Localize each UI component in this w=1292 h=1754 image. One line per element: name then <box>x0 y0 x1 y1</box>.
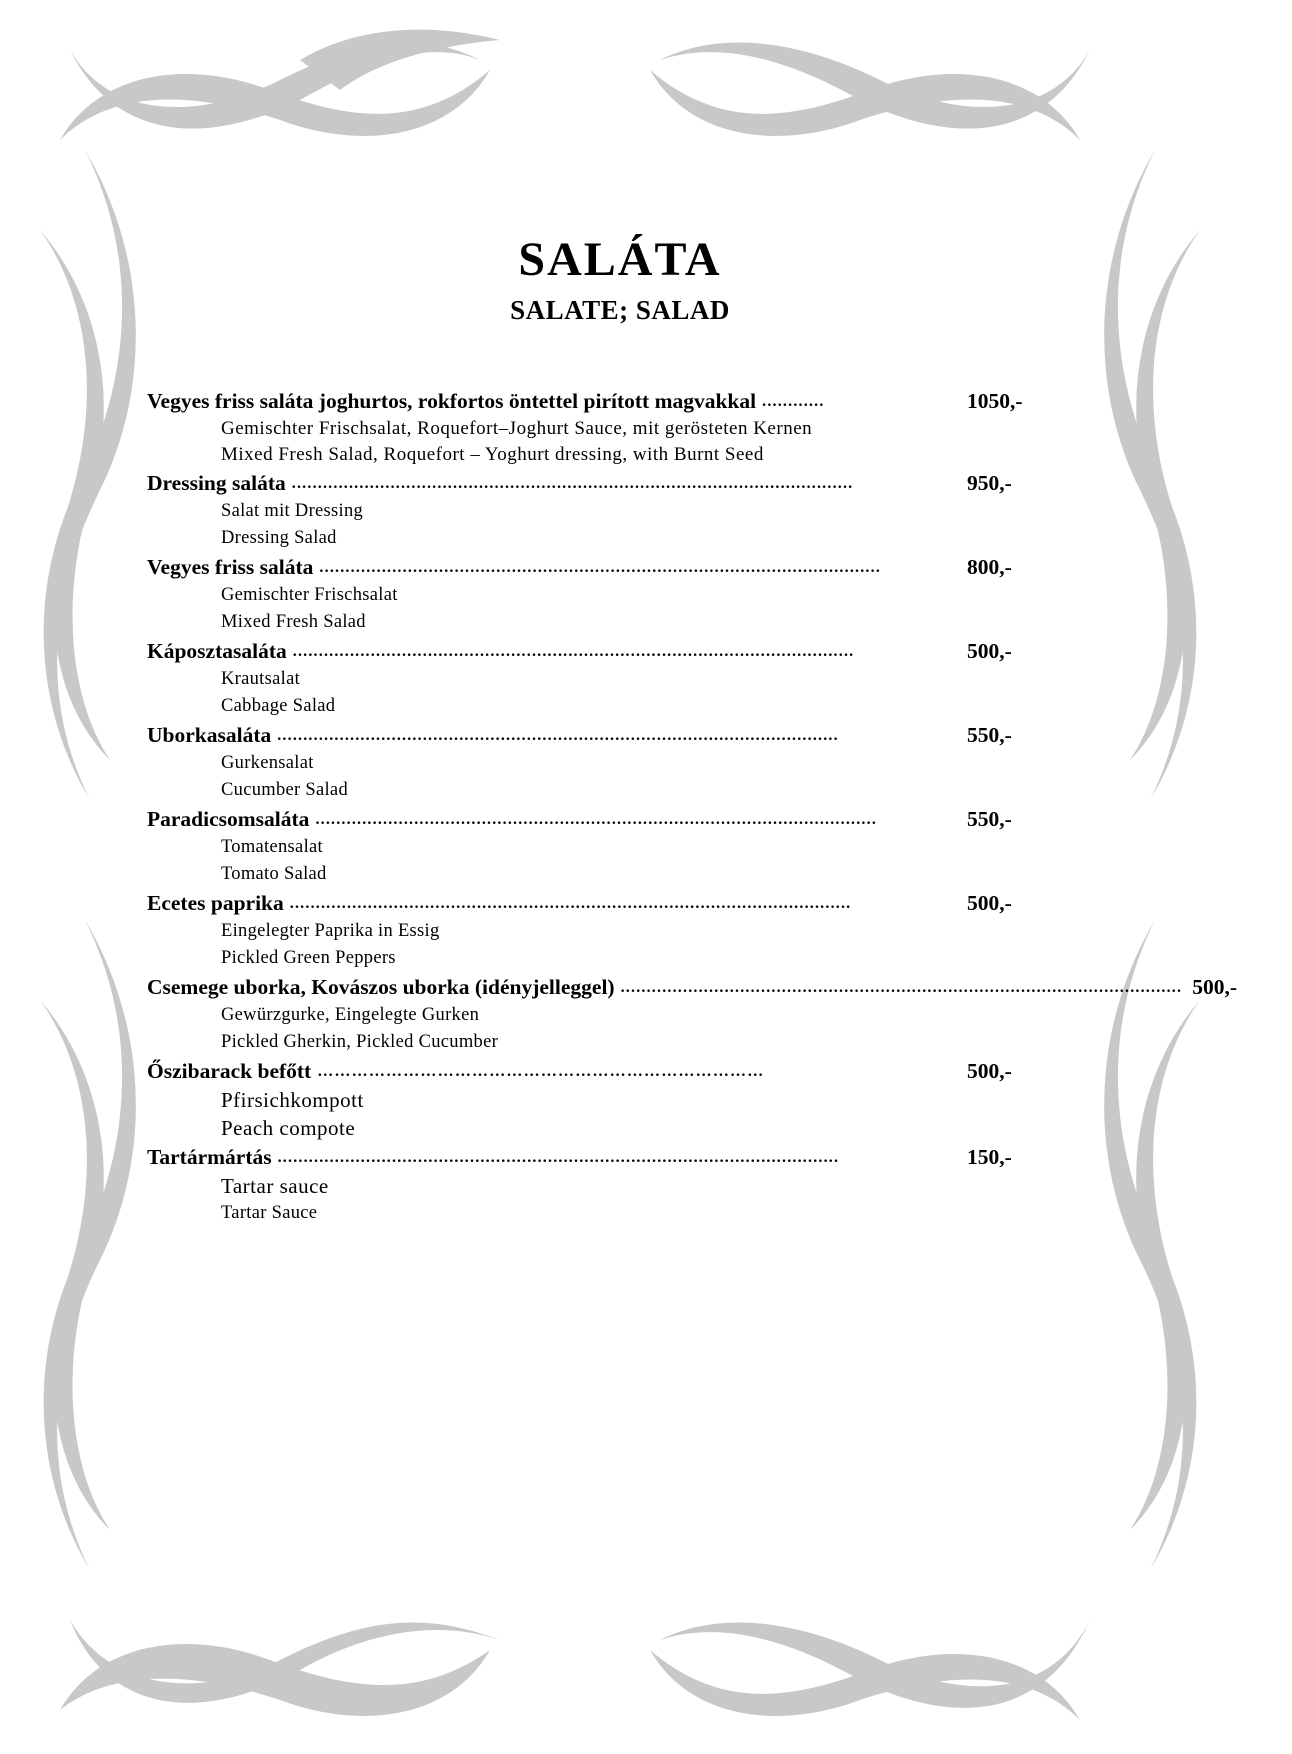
item-name-english: Cabbage Salad <box>221 696 336 716</box>
item-name-german: Krautsalat <box>221 669 301 689</box>
item-name-english: Pickled Gherkin, Pickled Cucumber <box>221 1032 499 1052</box>
item-name-english: Mixed Fresh Salad <box>221 612 366 632</box>
item-name: Dressing saláta <box>147 471 286 495</box>
item-dots: ............................................................................................................ <box>277 1149 840 1166</box>
menu-item <box>147 636 1067 720</box>
item-price: 550,- <box>967 807 1012 831</box>
item-name: Ecetes paprika <box>147 891 284 915</box>
menu-item <box>147 1056 1067 1142</box>
item-price: 500,- <box>1192 975 1237 999</box>
item-name-german: Gemischter Frischsalat, Roquefort–Joghurt Sauce, mit gerösteten Kernen <box>221 418 813 439</box>
item-price: 800,- <box>967 555 1012 579</box>
item-name-english: Tartar Sauce <box>221 1203 318 1223</box>
item-name: Csemege uborka, Kovászos uborka (idényjelleggel) <box>147 975 615 999</box>
item-name-german: Gemischter Frischsalat <box>221 585 398 605</box>
item-name-german: Gewürzgurke, Eingelegte Gurken <box>221 1005 480 1025</box>
item-name-german: Gurkensalat <box>221 753 314 773</box>
menu-item <box>147 552 1067 636</box>
item-name: Tartármártás <box>147 1145 272 1169</box>
item-name-german: Eingelegter Paprika in Essig <box>221 921 440 941</box>
menu-item <box>147 720 1067 804</box>
item-dots: ............................................................................................................ <box>315 811 878 828</box>
menu-item <box>147 1142 1067 1227</box>
item-dots: ............................................................................................................ <box>291 475 854 492</box>
item-price: 500,- <box>967 1059 1012 1083</box>
menu-item <box>147 888 1067 972</box>
item-name: Paradicsomsaláta <box>147 807 310 831</box>
item-name-english: Tomato Salad <box>221 864 327 884</box>
item-name: Vegyes friss saláta joghurtos, rokfortos öntettel pirított magvakkal <box>147 389 757 413</box>
item-name-english: Peach compote <box>221 1116 356 1140</box>
item-dots: …………………………………………………………………… <box>317 1063 765 1080</box>
item-name: Őszibarack befőtt <box>147 1059 312 1083</box>
page-title: SALÁTA <box>518 233 722 286</box>
item-dots: ............................................................................................................ <box>620 979 1183 996</box>
item-name-english: Pickled Green Peppers <box>221 948 396 968</box>
item-name-german: Salat mit Dressing <box>221 501 364 521</box>
menu-item <box>147 386 1067 468</box>
item-name-german: Pfirsichkompott <box>221 1088 364 1112</box>
item-dots: ............................................................................................................ <box>277 727 839 744</box>
item-price: 1050,- <box>967 389 1023 413</box>
item-name: Uborkasaláta <box>147 723 272 747</box>
menu-item <box>147 468 1067 552</box>
item-name-english: Cucumber Salad <box>221 780 348 800</box>
item-dots: ............................................................................................................ <box>319 559 882 576</box>
menu-item <box>147 804 1067 888</box>
item-dots: ............................................................................................................ <box>292 643 855 660</box>
item-dots: ............ <box>762 393 825 410</box>
item-name-german: Tomatensalat <box>221 837 323 857</box>
menu-list <box>147 386 1237 1227</box>
item-price: 500,- <box>967 891 1012 915</box>
item-dots: ............................................................................................................ <box>289 895 852 912</box>
item-name: Káposztasaláta <box>147 639 287 663</box>
page-subtitle: SALATE; SALAD <box>510 295 730 325</box>
menu-item <box>147 972 1237 1056</box>
item-price: 950,- <box>967 471 1012 495</box>
item-name-english: Mixed Fresh Salad, Roquefort – Yoghurt dressing, with Burnt Seed <box>221 444 764 465</box>
item-price: 500,- <box>967 639 1012 663</box>
item-name-german: Tartar sauce <box>221 1174 329 1198</box>
item-name-english: Dressing Salad <box>221 528 337 548</box>
item-name: Vegyes friss saláta <box>147 555 314 579</box>
item-price: 550,- <box>967 723 1012 747</box>
item-price: 150,- <box>967 1145 1012 1169</box>
